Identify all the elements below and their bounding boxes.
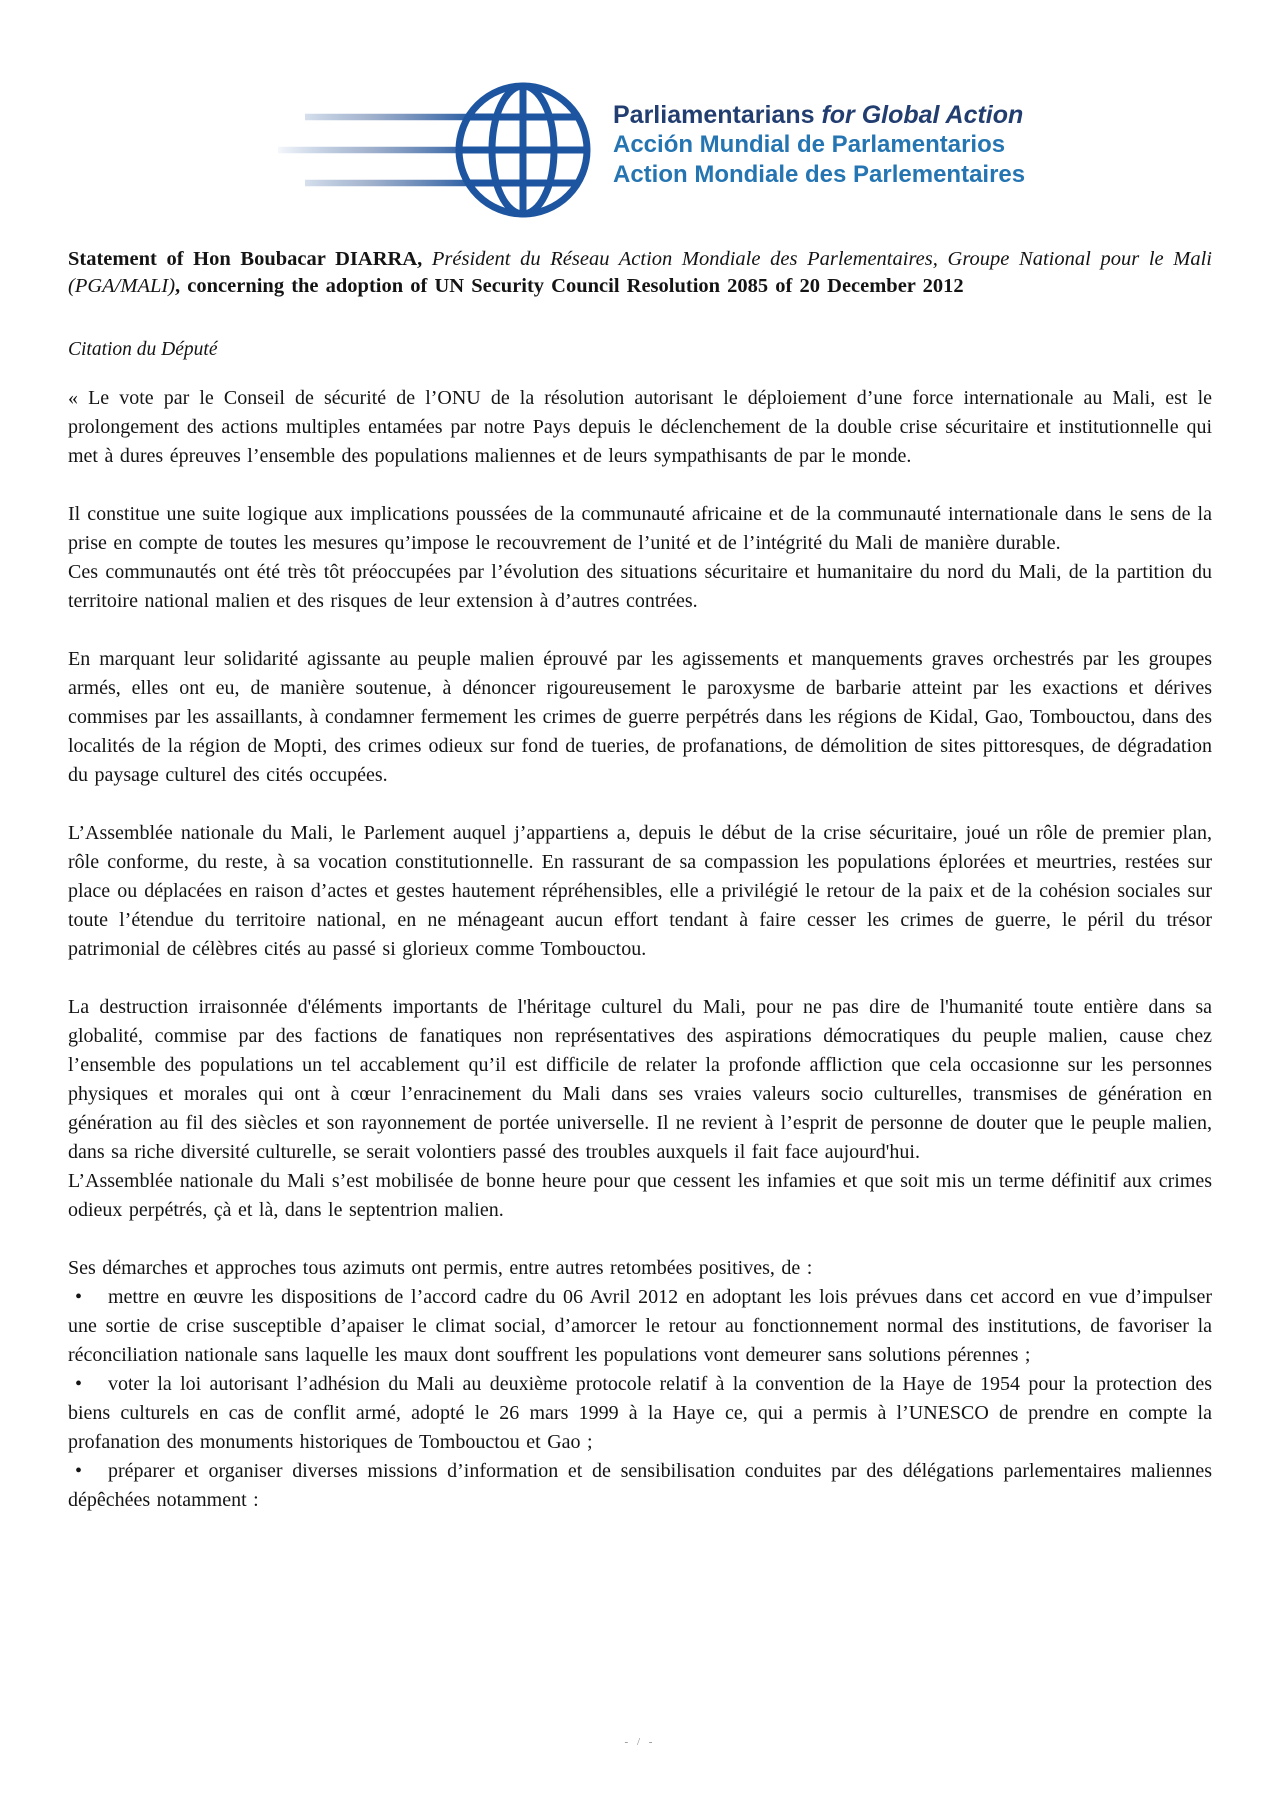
wordmark-line-1 — [613, 100, 1025, 130]
paragraph: Il constitue une suite logique aux implications poussées de la communauté africaine et de la communauté internationale dans le sens de la prise en compte de toutes les mesures qu’impose le recouvrement de l’unité et de l’intégrité du Mali de manière durable. — [68, 503, 1212, 554]
paragraph: Ces communautés ont été très tôt préoccupées par l’évolution des situations sécuritaire et humanitaire du nord du Mali, de la partition du territoire national malien et des risques de leur extension à d’autres contrées. — [68, 561, 1212, 612]
globe-icon — [459, 86, 587, 214]
paragraph: La destruction irraisonnée d'éléments importants de l'héritage culturel du Mali, pour ne pas dire de l'humanité toute entière dans sa globalité, commise par des factions de fanatiques non représentatives des aspirations démocratiques du peuple malien, cause chez l’ensemble des populations un tel accablement qu’il est difficile de relater la profonde affliction que cela occasionne sur les personnes physiques et morales qui ont à cœur l’enracinement du Mali dans ses vraies valeurs socio culturelles, transmises de génération en génération au fil des siècles et son rayonnement de portée universelle. Il ne revient à l’esprit de personne de douter que le peuple malien, dans sa riche diversité culturelle, se serait volontiers passé des troubles auxquels il fait face aujourd'hui. — [68, 996, 1212, 1163]
wordmark-line-2: Acción Mundial de Parlamentarios — [613, 131, 1006, 158]
title-part-1: Statement of Hon Boubacar DIARRA, — [68, 248, 432, 270]
pga-globe-logo-icon — [270, 78, 600, 248]
bullet-icon: • — [75, 1373, 83, 1395]
quote-paragraph: « Le vote par le Conseil de sécurité de l’ONU de la résolution autorisant le déploiement d’une force internationale au Mali, est le prolongement des actions multiples entamées par notre Pays depuis le déclenchement de la double crise sécuritaire et institutionnelle qui met à dures épreuves l’ensemble des populations maliennes et de leurs sympathisants de par le monde. — [68, 387, 1212, 467]
paragraph: L’Assemblée nationale du Mali s’est mobilisée de bonne heure pour que cessent les infamies et que soit mis un terme définitif aux crimes odieux perpétrés, çà et là, dans le septentrion malien. — [68, 1170, 1212, 1221]
paragraph: En marquant leur solidarité agissante au peuple malien éprouvé par les agissements et manquements graves orchestrés par les groupes armés, elles ont eu, de manière soutenue, à dénoncer rigoureusement le paroxysme de barbarie atteint par les exactions et dérives commises par les assaillants, à condamner fermement les crimes de guerre perpétrés dans les régions de Kidal, Gao, Tombouctou, dans des localités de la région de Mopti, des crimes odieux sur fond de tueries, de profanations, de démolition de sites pittoresques, de dégradation du paysage culturel des cités occupées. — [68, 648, 1212, 786]
bullet-list-intro: Ses démarches et approches tous azimuts ont permis, entre autres retombées positives, de : — [68, 1257, 813, 1279]
bullet-text: mettre en œuvre les dispositions de l’accord cadre du 06 Avril 2012 en adoptant les lois prévues dans cet accord en vue d’impulser une sortie de crise susceptible d’apaiser le climat social, d’amorcer le retour au fonctionnement normal des institutions, de favoriser la réconciliation nationale sans laquelle les maux dont souffrent les populations vont demeurer sans solutions pérennes ; — [68, 1286, 1212, 1366]
wordmark-line-1-italic: for Global Action — [821, 101, 1024, 129]
title-part-2-italic: Président du Réseau Action Mondiale des Parlementaires, Groupe National pour le Mali (PGA/MALI) — [68, 248, 1212, 297]
paragraph: L’Assemblée nationale du Mali, le Parlement auquel j’appartiens a, depuis le début de la crise sécuritaire, joué un rôle de premier plan, rôle conforme, du reste, à sa vocation constitutionnelle. En rassurant de sa compassion les populations éplorées et meurtries, restées sur place ou déplacées en raison d’actes et gestes hautement répréhensibles, elle a privilégié le retour de la paix et de la cohésion sociales sur toute l’étendue du territoire national, en ne ménageant aucun effort tendant à faire cesser les crimes de guerre, le péril du trésor patrimonial de célèbres cités au passé si glorieux comme Tombouctou. — [68, 822, 1212, 960]
citation-label: Citation du Député — [68, 339, 218, 360]
bullet-icon: • — [75, 1460, 83, 1482]
logo-wordmark — [613, 100, 1025, 190]
bullet-item — [68, 1370, 1212, 1457]
title-part-3: , concerning the adoption of UN Security Council Resolution 2085 of 20 December 2012 — [175, 275, 964, 297]
bullet-item — [68, 1457, 1212, 1515]
bullet-text: préparer et organiser diverses missions d’information et de sensibilisation conduites par des délégations parlementaires maliennes dépêchées notamment : — [68, 1460, 1212, 1511]
bullet-item — [68, 1283, 1212, 1370]
wordmark-line-1-regular: Parliamentarians — [613, 101, 822, 129]
document-title — [68, 246, 1212, 300]
bullet-text: voter la loi autorisant l’adhésion du Mali au deuxième protocole relatif à la convention de la Haye de 1954 pour la protection des biens culturels en cas de conflit armé, adopté le 26 mars 1999 à la Haye ce, qui a permis à l’UNESCO de prendre en compte la profanation des monuments historiques de Tombouctou et Gao ; — [68, 1373, 1212, 1453]
bullet-icon: • — [75, 1286, 83, 1308]
page-number-mark: - / - — [624, 1736, 656, 1748]
header-logo — [68, 78, 1212, 238]
wordmark-line-3: Action Mondiale des Parlementaires — [613, 161, 1026, 188]
speed-lines-icon — [278, 117, 470, 183]
